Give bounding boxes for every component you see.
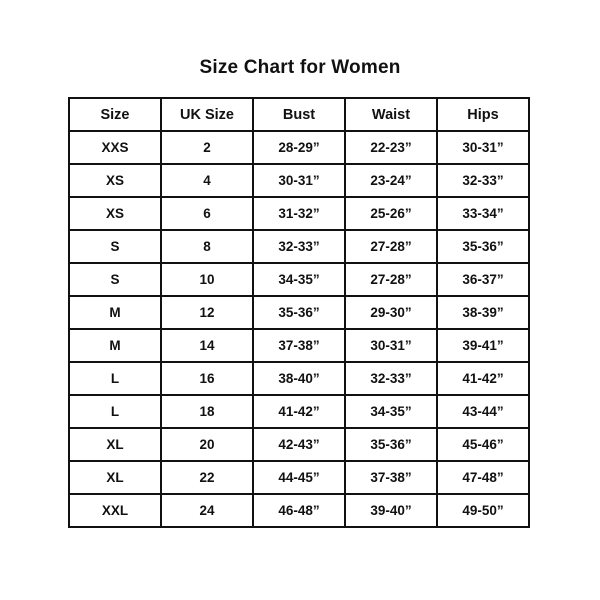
table-row bbox=[69, 362, 529, 395]
cell-size: L bbox=[69, 395, 161, 428]
size-chart-table bbox=[68, 97, 530, 528]
cell-size: L bbox=[69, 362, 161, 395]
table-header bbox=[69, 98, 529, 131]
table-row bbox=[69, 428, 529, 461]
cell-hips: 45-46” bbox=[437, 428, 529, 461]
table-row bbox=[69, 263, 529, 296]
column-header-size: Size bbox=[69, 98, 161, 131]
cell-size: M bbox=[69, 296, 161, 329]
cell-hips: 32-33” bbox=[437, 164, 529, 197]
cell-size: M bbox=[69, 329, 161, 362]
table-row bbox=[69, 230, 529, 263]
cell-uk-size: 18 bbox=[161, 395, 253, 428]
cell-uk-size: 10 bbox=[161, 263, 253, 296]
cell-size: XS bbox=[69, 197, 161, 230]
cell-waist: 27-28” bbox=[345, 263, 437, 296]
cell-waist: 39-40” bbox=[345, 494, 437, 527]
cell-bust: 35-36” bbox=[253, 296, 345, 329]
cell-hips: 38-39” bbox=[437, 296, 529, 329]
cell-hips: 43-44” bbox=[437, 395, 529, 428]
cell-bust: 31-32” bbox=[253, 197, 345, 230]
cell-bust: 46-48” bbox=[253, 494, 345, 527]
cell-uk-size: 12 bbox=[161, 296, 253, 329]
cell-uk-size: 24 bbox=[161, 494, 253, 527]
cell-uk-size: 2 bbox=[161, 131, 253, 164]
cell-waist: 22-23” bbox=[345, 131, 437, 164]
cell-uk-size: 16 bbox=[161, 362, 253, 395]
table-row bbox=[69, 395, 529, 428]
cell-bust: 30-31” bbox=[253, 164, 345, 197]
cell-size: XXL bbox=[69, 494, 161, 527]
cell-waist: 29-30” bbox=[345, 296, 437, 329]
cell-bust: 38-40” bbox=[253, 362, 345, 395]
cell-waist: 23-24” bbox=[345, 164, 437, 197]
cell-waist: 35-36” bbox=[345, 428, 437, 461]
cell-hips: 33-34” bbox=[437, 197, 529, 230]
header-row bbox=[69, 98, 529, 131]
cell-uk-size: 14 bbox=[161, 329, 253, 362]
cell-uk-size: 4 bbox=[161, 164, 253, 197]
cell-bust: 32-33” bbox=[253, 230, 345, 263]
cell-uk-size: 20 bbox=[161, 428, 253, 461]
column-header-bust: Bust bbox=[253, 98, 345, 131]
cell-hips: 36-37” bbox=[437, 263, 529, 296]
cell-hips: 35-36” bbox=[437, 230, 529, 263]
cell-hips: 47-48” bbox=[437, 461, 529, 494]
cell-uk-size: 8 bbox=[161, 230, 253, 263]
table-row bbox=[69, 494, 529, 527]
cell-bust: 37-38” bbox=[253, 329, 345, 362]
table-row bbox=[69, 461, 529, 494]
cell-bust: 34-35” bbox=[253, 263, 345, 296]
cell-hips: 41-42” bbox=[437, 362, 529, 395]
cell-size: XS bbox=[69, 164, 161, 197]
cell-waist: 25-26” bbox=[345, 197, 437, 230]
cell-bust: 28-29” bbox=[253, 131, 345, 164]
cell-waist: 27-28” bbox=[345, 230, 437, 263]
table-row bbox=[69, 296, 529, 329]
cell-uk-size: 6 bbox=[161, 197, 253, 230]
cell-bust: 41-42” bbox=[253, 395, 345, 428]
cell-hips: 49-50” bbox=[437, 494, 529, 527]
cell-size: XL bbox=[69, 428, 161, 461]
cell-size: XXS bbox=[69, 131, 161, 164]
cell-uk-size: 22 bbox=[161, 461, 253, 494]
cell-hips: 30-31” bbox=[437, 131, 529, 164]
cell-size: S bbox=[69, 263, 161, 296]
cell-waist: 37-38” bbox=[345, 461, 437, 494]
cell-bust: 42-43” bbox=[253, 428, 345, 461]
column-header-hips: Hips bbox=[437, 98, 529, 131]
page-title: Size Chart for Women bbox=[199, 57, 401, 78]
table-body bbox=[69, 131, 529, 527]
cell-waist: 34-35” bbox=[345, 395, 437, 428]
table-row bbox=[69, 197, 529, 230]
table-row bbox=[69, 164, 529, 197]
column-header-uk-size: UK Size bbox=[161, 98, 253, 131]
table-row bbox=[69, 329, 529, 362]
cell-waist: 32-33” bbox=[345, 362, 437, 395]
cell-waist: 30-31” bbox=[345, 329, 437, 362]
cell-size: S bbox=[69, 230, 161, 263]
table-row bbox=[69, 131, 529, 164]
column-header-waist: Waist bbox=[345, 98, 437, 131]
cell-hips: 39-41” bbox=[437, 329, 529, 362]
cell-bust: 44-45” bbox=[253, 461, 345, 494]
cell-size: XL bbox=[69, 461, 161, 494]
